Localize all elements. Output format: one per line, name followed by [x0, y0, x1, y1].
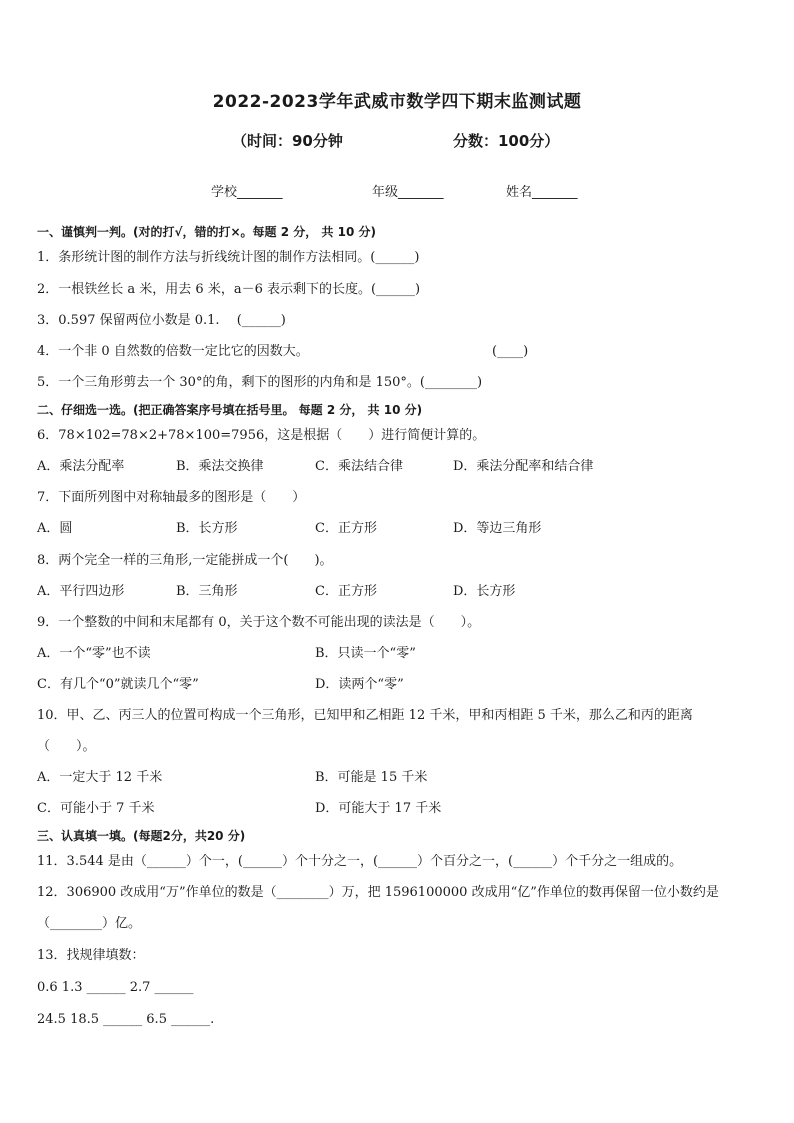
question-5: 5．一个三角形剪去一个 30°的角，剩下的图形的内角和是 150°。(________): [37, 375, 483, 390]
question-7-option-b: B．长方形: [176, 521, 238, 536]
question-12-continuation: （________）亿。: [37, 916, 142, 931]
section-heading-2: 二、仔细选一选。(把正确答案序号填在括号里。 每题 2 分， 共 10 分): [37, 403, 423, 417]
question-7-option-a: A．圆: [37, 521, 73, 536]
question-10-option-c: C．可能小于 7 千米: [37, 801, 155, 816]
question-4: 4．一个非 0 自然数的倍数一定比它的因数大。: [37, 344, 309, 359]
question-8: 8．两个完全一样的三角形,一定能拼成一个( )。: [37, 553, 333, 568]
question-8-option-a: A．平行四边形: [37, 584, 125, 599]
question-8-option-b: B．三角形: [176, 584, 238, 599]
question-4-blank: (____): [492, 344, 529, 359]
page-title: 2022-2023学年武威市数学四下期末监测试题: [212, 92, 582, 112]
question-11: 11．3.544 是由（______）个一，(______）个十分之一，(______）个百分之一，(______）个千分之一组成的。: [37, 854, 683, 869]
name-field: 姓名_______: [506, 185, 578, 200]
exam-time: （时间：90分钟: [232, 132, 343, 150]
question-12: 12．306900 改成用“万”作单位的数是（________）万，把 1596100000 改成用“亿”作单位的数再保留一位小数约是: [37, 885, 719, 900]
question-6-option-c: C．乘法结合律: [315, 459, 403, 474]
grade-field: 年级_______: [372, 185, 444, 200]
question-10: 10．甲、乙、丙三人的位置可构成一个三角形，已知甲和乙相距 12 千米，甲和丙相距 5 千米，那么乙和丙的距离: [37, 708, 693, 723]
question-6: 6．78×102=78×2+78×100=7956，这是根据（ ）进行简便计算的。: [37, 428, 486, 443]
question-6-option-b: B．乘法交换律: [176, 459, 264, 474]
question-1: 1．条形统计图的制作方法与折线统计图的制作方法相同。(______): [37, 250, 420, 265]
question-9-option-d: D．读两个“零”: [315, 677, 404, 692]
question-10-option-a: A．一定大于 12 千米: [37, 770, 163, 785]
question-9-option-c: C．有几个“0”就读几个“零”: [37, 677, 199, 692]
question-8-option-d: D．长方形: [453, 584, 516, 599]
question-9-option-b: B．只读一个“零”: [315, 646, 416, 661]
question-7-option-d: D．等边三角形: [453, 521, 542, 536]
question-7: 7．下面所列图中对称轴最多的图形是（ ）: [37, 490, 306, 505]
question-6-option-a: A．乘法分配率: [37, 459, 125, 474]
question-7-option-c: C．正方形: [315, 521, 377, 536]
question-10-continuation: （ ）。: [37, 739, 96, 754]
question-6-option-d: D．乘法分配率和结合律: [453, 459, 594, 474]
question-9-option-a: A．一个“零”也不读: [37, 646, 151, 661]
question-13: 13．找规律填数：: [37, 948, 145, 963]
section-heading-3: 三、认真填一填。(每题2分，共20 分): [37, 829, 246, 843]
question-3: 3．0.597 保留两位小数是 0.1. (______): [37, 313, 286, 328]
question-10-option-d: D．可能大于 17 千米: [315, 801, 442, 816]
question-9: 9．一个整数的中间和末尾都有 0，关于这个数不可能出现的读法是（ ）。: [37, 615, 481, 630]
exam-score: 分数：100分）: [453, 132, 560, 150]
section-heading-1: 一、谨慎判一判。(对的打√，错的打×。每题 2 分， 共 10 分): [37, 225, 376, 239]
question-13-sequence-2: 24.5 18.5 ______ 6.5 ______.: [37, 1012, 215, 1027]
question-8-option-c: C．正方形: [315, 584, 377, 599]
question-13-sequence-1: 0.6 1.3 ______ 2.7 ______: [37, 980, 194, 995]
question-2: 2．一根铁丝长 a 米，用去 6 米，a－6 表示剩下的长度。(______): [37, 282, 421, 297]
school-field: 学校_______: [211, 185, 283, 200]
question-10-option-b: B．可能是 15 千米: [315, 770, 428, 785]
